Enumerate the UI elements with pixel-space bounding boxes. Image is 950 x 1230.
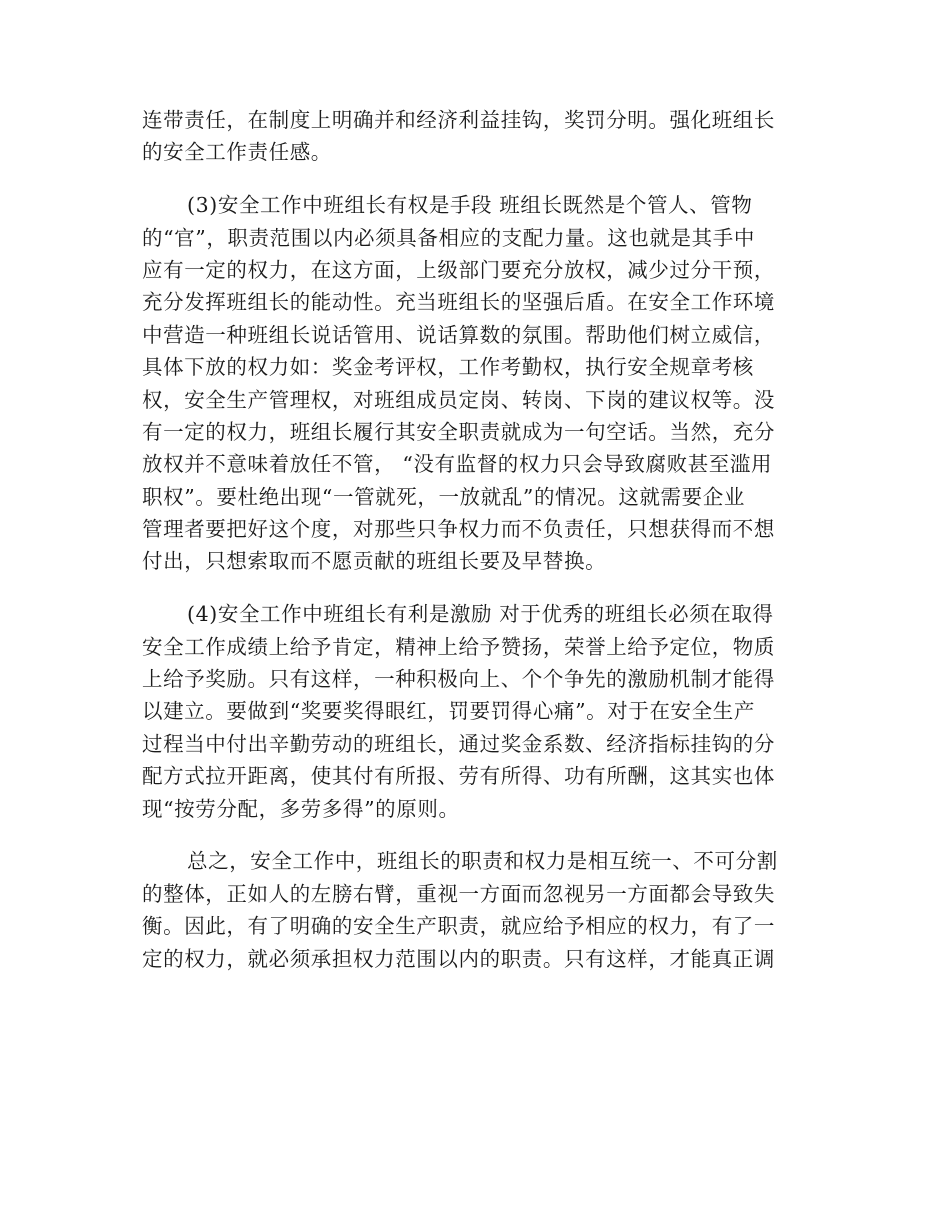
paragraph-4 — [142, 845, 812, 975]
text-line: 具体下放的权力如：奖金考评权，工作考勤权，执行安全规章考核 — [142, 355, 754, 380]
text-line: 连带责任，在制度上明确并和经济利益挂钩，奖罚分明。强化班组长 — [142, 108, 775, 132]
text-line: 充分发挥班组长的能动性。充当班组长的坚强后盾。在安全工作环境 — [142, 290, 775, 315]
text-line: 的安全工作责任感。 — [142, 140, 332, 165]
text-line: 现“按劳分配，多劳多得”的原则。 — [142, 796, 460, 821]
text-line: 安全工作成绩上给予肯定，精神上给予赞扬，荣誉上给予定位，物质 — [142, 634, 775, 659]
text-line: 应有一定的权力，在这方面，上级部门要充分放权，减少过分干预， — [142, 257, 775, 282]
text-line: 有一定的权力，班组长履行其安全职责就成为一句空话。当然，充分 — [142, 419, 775, 444]
text-line: 衡。因此，有了明确的安全生产职责，就应给予相应的权力，有了一 — [142, 914, 775, 939]
text-line: 定的权力，就必须承担权力范围以内的职责。只有这样，才能真正调 — [142, 946, 775, 971]
paragraph-2 — [142, 189, 812, 578]
text-line: 放权并不意味着放任不管， “没有监督的权力只会导致腐败甚至滥用 — [142, 452, 773, 477]
text-line: 中营造一种班组长说话管用、说话算数的氛围。帮助他们树立威信， — [142, 322, 775, 347]
paragraph-3 — [142, 598, 812, 825]
text-line: 的“官”，职责范围以内必须具备相应的支配力量。这也就是其手中 — [142, 225, 755, 250]
text-line: 过程当中付出辛勤劳动的班组长，通过奖金系数、经济指标挂钩的分 — [142, 731, 775, 756]
paragraph-1 — [142, 104, 812, 169]
text-line: 权，安全生产管理权，对班组成员定岗、转岗、下岗的建议权等。没 — [142, 387, 775, 412]
text-line: 职权”。要杜绝出现“一管就死，一放就乱”的情况。这就需要企业 — [142, 484, 745, 509]
text-line: 付出，只想索取而不愿贡献的班组长要及早替换。 — [142, 549, 607, 574]
text-line: 管理者要把好这个度，对那些只争权力而不负责任，只想获得而不想 — [142, 517, 775, 542]
text-line: 上给予奖励。只有这样，一种积极向上、个个争先的激励机制才能得 — [142, 667, 775, 692]
text-line: 配方式拉开距离，使其付有所报、劳有所得、功有所酬，这其实也体 — [142, 764, 775, 789]
document-body — [142, 104, 812, 975]
text-line: (3)安全工作中班组长有权是手段 班组长既然是个管人、管物 — [187, 193, 753, 218]
text-line: 总之，安全工作中，班组长的职责和权力是相互统一、不可分割 — [187, 849, 778, 874]
text-line: 的整体，正如人的左膀右臂，重视一方面而忽视另一方面都会导致失 — [142, 881, 775, 906]
text-line: 以建立。要做到“奖要奖得眼红，罚要罚得心痛”。对于在安全生产 — [142, 699, 755, 724]
text-line: (4)安全工作中班组长有利是激励 对于优秀的班组长必须在取得 — [187, 602, 774, 627]
